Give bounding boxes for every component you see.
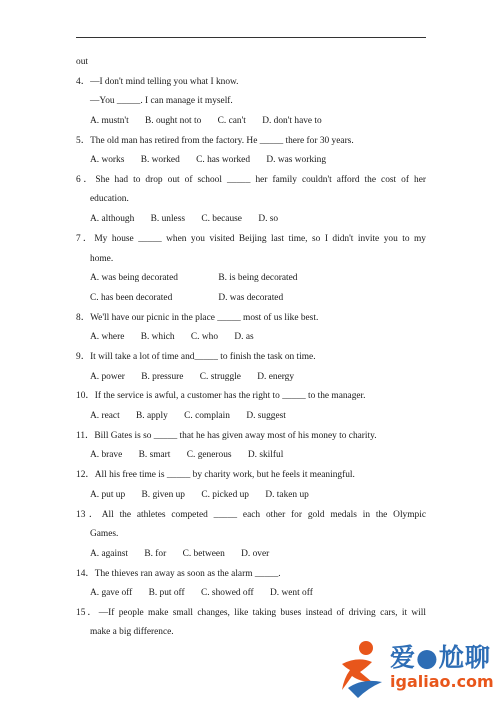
- question-6-stem-2: education.: [90, 194, 129, 204]
- option-c: C. complain: [184, 411, 230, 421]
- option-c: C. who: [190, 332, 219, 342]
- option-a: A. although: [90, 214, 135, 224]
- question-13-options: [90, 548, 269, 560]
- option-c: C. picked up: [201, 490, 249, 500]
- question-14-stem: 14．The thieves ran away as soon as the alarm _____.: [76, 569, 281, 579]
- question-10-options: [90, 410, 286, 422]
- carry-over-text: out: [76, 57, 88, 67]
- option-a: A. where: [90, 332, 125, 342]
- option-b: B. smart: [138, 450, 171, 460]
- question-8-stem: 8．We'll have our picnic in the place _____ most of us like best.: [76, 313, 319, 323]
- option-c: C. has worked: [196, 155, 251, 165]
- running-figure-icon: [338, 638, 388, 700]
- option-c: C. has been decorated: [90, 293, 173, 303]
- question-6-stem: 6．She had to drop out of school _____ her family couldn't afford the cost of her: [76, 175, 426, 185]
- option-a: A. brave: [90, 450, 123, 460]
- question-13-stem-2: Games.: [90, 529, 119, 539]
- option-b: B. is being decorated: [218, 273, 298, 283]
- option-b: B. put off: [148, 588, 185, 598]
- question-7-options: [90, 272, 298, 284]
- option-a: A. gave off: [90, 588, 133, 598]
- question-8-options: [90, 331, 254, 343]
- option-b: B. for: [144, 549, 167, 559]
- question-6-options: [90, 213, 278, 225]
- option-c: C. because: [201, 214, 242, 224]
- option-d: D. was decorated: [218, 293, 284, 303]
- option-b: B. which: [140, 332, 175, 342]
- option-b: B. pressure: [141, 372, 184, 382]
- option-d: D. don't have to: [262, 116, 322, 126]
- option-b: B. apply: [136, 411, 168, 421]
- question-9-options: [90, 371, 294, 383]
- option-a: A. mustn't: [90, 116, 129, 126]
- option-b: B. unless: [150, 214, 186, 224]
- question-9-stem: 9．It will take a lot of time and_____ to finish the task on time.: [76, 352, 316, 362]
- option-d: D. skilful: [247, 450, 284, 460]
- question-5-options: [90, 154, 326, 166]
- watermark-logo: [338, 634, 498, 704]
- option-c: C. generous: [186, 450, 232, 460]
- option-a: A. put up: [90, 490, 126, 500]
- question-15-stem: 15．—If people make small changes, like taking buses instead of driving cars, it will: [76, 608, 426, 618]
- option-d: D. was working: [266, 155, 327, 165]
- question-11-stem: 11．Bill Gates is so _____ that he has given away most of his money to charity.: [76, 431, 377, 441]
- question-12-options: [90, 489, 309, 501]
- option-d: D. as: [234, 332, 254, 342]
- watermark-text: 爱●尬聊: [390, 643, 491, 672]
- option-a: A. works: [90, 155, 125, 165]
- option-a: A. against: [90, 549, 129, 559]
- question-10-stem: 10．If the service is awful, a customer has the right to _____ to the manager.: [76, 391, 366, 401]
- question-12-stem: 12．All his free time is _____ by charity work, but he feels it meaningful.: [76, 470, 355, 480]
- option-d: D. suggest: [246, 411, 286, 421]
- option-a: A. power: [90, 372, 125, 382]
- header-rule: [76, 37, 426, 38]
- option-a: A. was being decorated: [90, 273, 178, 283]
- option-b: B. given up: [141, 490, 185, 500]
- question-4-stem: 4．—I don't mind telling you what I know.: [76, 77, 239, 87]
- option-c: C. between: [182, 549, 225, 559]
- option-c: C. struggle: [199, 372, 241, 382]
- option-d: D. went off: [270, 588, 313, 598]
- question-11-options: [90, 449, 283, 461]
- option-d: D. taken up: [265, 490, 309, 500]
- option-d: D. so: [258, 214, 279, 224]
- option-b: B. ought not to: [145, 116, 202, 126]
- question-4-options: [90, 115, 322, 127]
- question-14-options: [90, 587, 313, 599]
- option-a: A. react: [90, 411, 120, 421]
- question-13-stem: 13．All the athletes competed _____ each other for gold medals in the Olympic: [76, 510, 426, 520]
- question-7-options-2: [90, 292, 283, 304]
- watermark-url: igaliao.com: [390, 672, 494, 691]
- question-7-stem-2: home.: [90, 254, 114, 264]
- question-7-stem: 7．My house _____ when you visited Beijing last time, so I didn't invite you to my: [76, 234, 426, 244]
- option-c: C. can't: [217, 116, 246, 126]
- question-15-stem-2: make a big difference.: [90, 627, 174, 637]
- question-5-stem: 5．The old man has retired from the factory. He _____ there for 30 years.: [76, 136, 354, 146]
- option-b: B. worked: [140, 155, 180, 165]
- option-d: D. over: [241, 549, 270, 559]
- question-4-stem-2: —You _____. I can manage it myself.: [90, 96, 233, 106]
- option-c: C. showed off: [200, 588, 254, 598]
- option-d: D. energy: [257, 372, 295, 382]
